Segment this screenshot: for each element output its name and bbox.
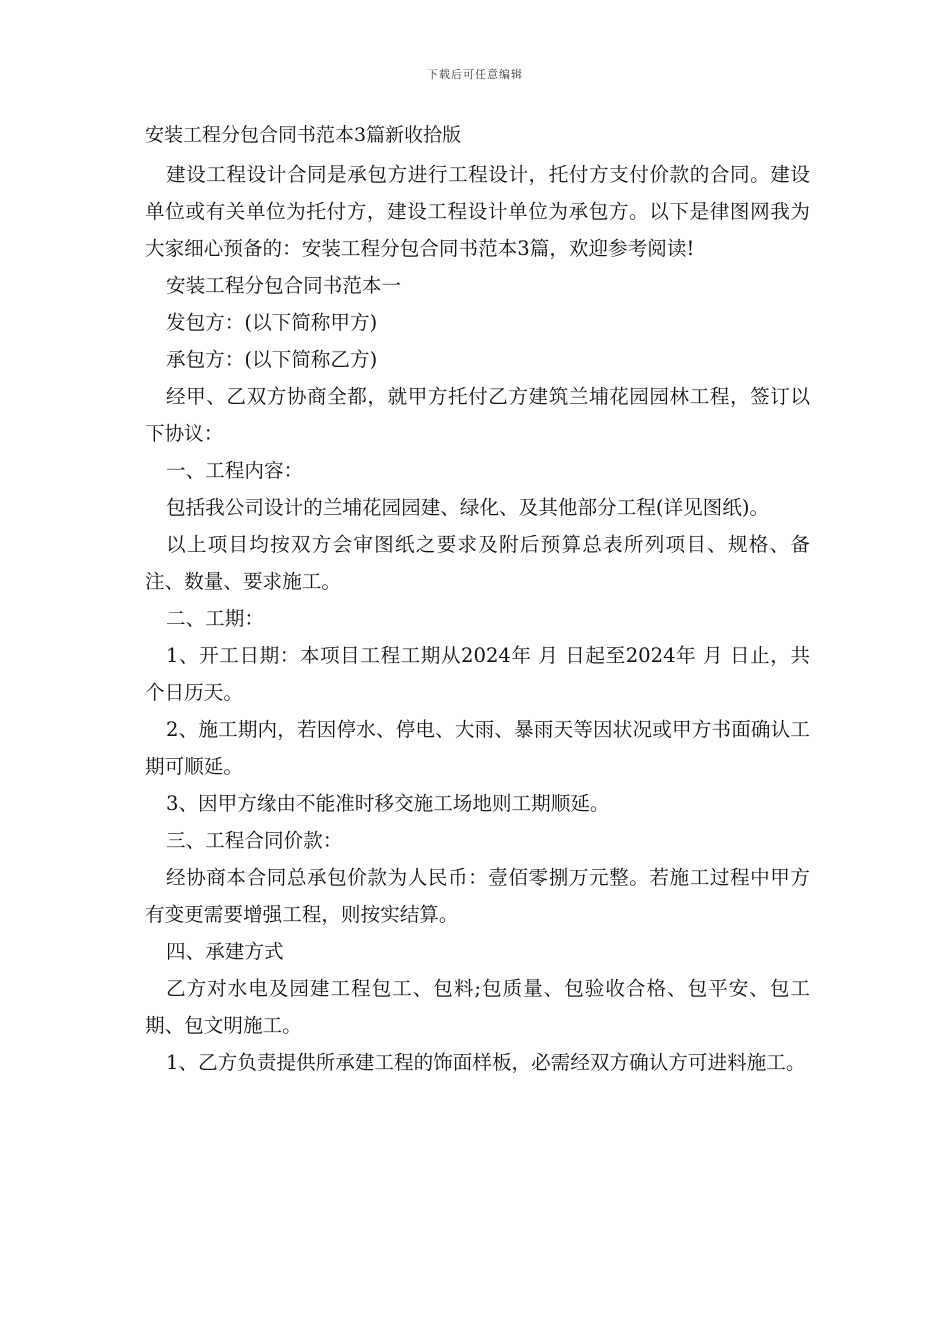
- paragraph-method-1: 1、乙方负责提供所承建工程的饰面样板，必需经双方确认方可进料施工。: [166, 1051, 806, 1074]
- paragraph-price: 经协商本合同总承包价款为人民币：壹佰零捌万元整。若施工过程中甲方有变更需要增强工程，则按实结算。: [145, 866, 810, 926]
- paragraph-agreement: 经甲、乙双方协商全都，就甲方托付乙方建筑兰埔花园园林工程，签订以下协议：: [145, 385, 810, 445]
- paragraph-content-scope: 包括我公司设计的兰埔花园园建、绿化、及其他部分工程(详见图纸)。: [166, 496, 770, 519]
- section-heading-schedule: 二、工期：: [166, 607, 264, 630]
- paragraph-party-b: 承包方：(以下简称乙方): [166, 348, 378, 371]
- paragraph-party-a: 发包方：(以下简称甲方): [166, 311, 378, 334]
- paragraph-intro: 建设工程设计合同是承包方进行工程设计，托付方支付价款的合同。建设单位或有关单位为托付方，建设工程设计单位为承包方。以下是律图网我为大家细心预备的：安装工程分包合同书范本3篇，欢迎参考阅读!: [145, 163, 810, 260]
- page-header-note: 下载后可任意编辑: [427, 68, 523, 81]
- paragraph-schedule-2: 2、施工期内，若因停水、停电、大雨、暴雨天等因状况或甲方书面确认工期可顺延。: [145, 718, 810, 778]
- paragraph-schedule-3: 3、因甲方缘由不能准时移交施工场地则工期顺延。: [166, 792, 610, 815]
- document-title: 安装工程分包合同书范本3篇新收拾版: [145, 124, 462, 146]
- section-heading-method: 四、承建方式: [166, 940, 284, 963]
- paragraph-schedule-1: 1、开工日期：本项目工程工期从2024年 月 日起至2024年 月 日止，共 个日历天。: [145, 644, 810, 704]
- document-body: [145, 120, 810, 1081]
- paragraph-method: 乙方对水电及园建工程包工、包料;包质量、包验收合格、包平安、包工期、包文明施工。: [145, 977, 810, 1037]
- section-heading-price: 三、工程合同价款：: [166, 829, 343, 852]
- paragraph-content-requirements: 以上项目均按双方会审图纸之要求及附后预算总表所列项目、规格、备注、数量、要求施工。: [145, 533, 810, 593]
- paragraph-subtitle: 安装工程分包合同书范本一: [166, 274, 402, 297]
- section-heading-content: 一、工程内容：: [166, 459, 304, 482]
